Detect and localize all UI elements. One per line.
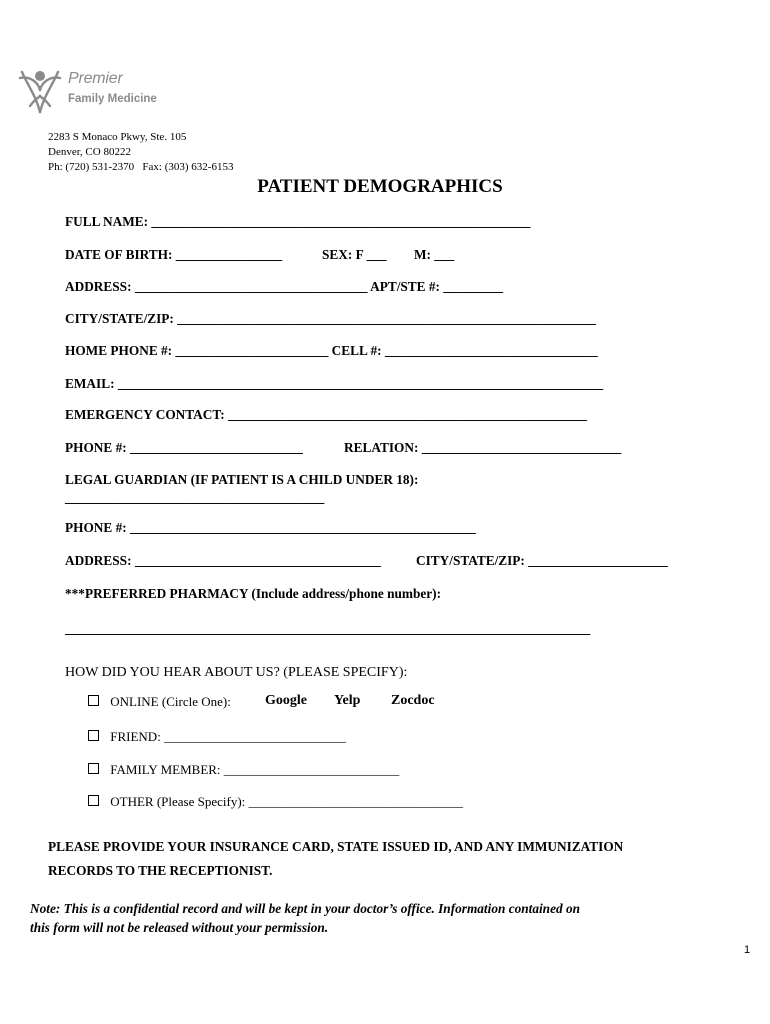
online-option-yelp[interactable]: Yelp xyxy=(334,693,361,708)
practice-logo xyxy=(16,66,176,118)
relation-field[interactable]: RELATION: ______________________________ xyxy=(344,440,622,455)
address-line-1: 2283 S Monaco Pkwy, Ste. 105 xyxy=(48,131,187,143)
pharmacy-line[interactable]: _______________________________________________________________________________ xyxy=(65,621,591,636)
insurance-notice-line-2: RECORDS TO THE RECEPTIONIST. xyxy=(48,863,273,878)
legal-guardian-label: LEGAL GUARDIAN (IF PATIENT IS A CHILD UNDER 18): xyxy=(65,472,419,487)
online-checkbox[interactable] xyxy=(88,695,99,706)
insurance-notice-line-1: PLEASE PROVIDE YOUR INSURANCE CARD, STATE ISSUED ID, AND ANY IMMUNIZATION xyxy=(48,839,624,854)
logo-brand-name: Premier xyxy=(68,70,123,87)
emergency-contact-field[interactable]: EMERGENCY CONTACT: ______________________________________________________ xyxy=(65,407,588,422)
legal-guardian-line[interactable]: _______________________________________ xyxy=(65,490,325,505)
family-member-label[interactable]: FAMILY MEMBER: ___________________________ xyxy=(110,762,400,777)
pharmacy-label: ***PREFERRED PHARMACY (Include address/phone number): xyxy=(65,586,442,601)
city-state-zip-field[interactable]: CITY/STATE/ZIP: _______________________________________________________________ xyxy=(65,311,597,326)
email-field[interactable]: EMAIL: _________________________________________________________________________ xyxy=(65,376,604,391)
note-line-1: Note: This is a confidential record and will be kept in your doctor’s office. Information contained on xyxy=(30,901,580,916)
full-name-field[interactable]: FULL NAME: _________________________________________________________ xyxy=(65,214,531,229)
guardian-address-field[interactable]: ADDRESS: _____________________________________ xyxy=(65,553,381,568)
other-option xyxy=(88,794,463,810)
friend-label[interactable]: FRIEND: ____________________________ xyxy=(110,729,347,744)
online-option-zocdoc[interactable]: Zocdoc xyxy=(391,693,435,708)
emergency-phone-field[interactable]: PHONE #: __________________________ xyxy=(65,440,303,455)
logo-subtitle: Family Medicine xyxy=(68,93,157,105)
page-title: PATIENT DEMOGRAPHICS xyxy=(257,176,503,197)
confidentiality-note xyxy=(30,899,580,937)
family-member-checkbox[interactable] xyxy=(88,763,99,774)
other-label[interactable]: OTHER (Please Specify): _________________________________ xyxy=(110,794,464,809)
practice-address xyxy=(48,130,233,175)
guardian-city-state-zip-field[interactable]: CITY/STATE/ZIP: _____________________ xyxy=(416,553,668,568)
online-option-google[interactable]: Google xyxy=(265,693,307,708)
hear-about-question: HOW DID YOU HEAR ABOUT US? (PLEASE SPECIFY): xyxy=(65,665,408,680)
family-member-option xyxy=(88,762,399,778)
guardian-phone-field[interactable]: PHONE #: ____________________________________________________ xyxy=(65,520,476,535)
friend-checkbox[interactable] xyxy=(88,730,99,741)
note-line-2: this form will not be released without your permission. xyxy=(30,920,329,935)
online-option xyxy=(88,694,231,710)
dob-field[interactable]: DATE OF BIRTH: ________________ xyxy=(65,247,283,262)
address-line-2: Denver, CO 80222 xyxy=(48,146,131,158)
online-label: ONLINE (Circle One): xyxy=(110,694,231,709)
page-number: 1 xyxy=(744,944,751,956)
friend-option xyxy=(88,729,346,745)
phone-cell-field[interactable]: HOME PHONE #: _______________________ CELL #: ________________________________ xyxy=(65,343,598,358)
sex-female-field[interactable]: SEX: F ___ xyxy=(322,247,387,262)
other-checkbox[interactable] xyxy=(88,795,99,806)
address-field[interactable]: ADDRESS: ___________________________________ APT/STE #: _________ xyxy=(65,279,504,294)
sex-male-field[interactable]: M: ___ xyxy=(414,247,455,262)
address-line-3: Ph: (720) 531-2370 Fax: (303) 632-6153 xyxy=(48,161,234,173)
logo-figure-icon xyxy=(16,66,64,116)
